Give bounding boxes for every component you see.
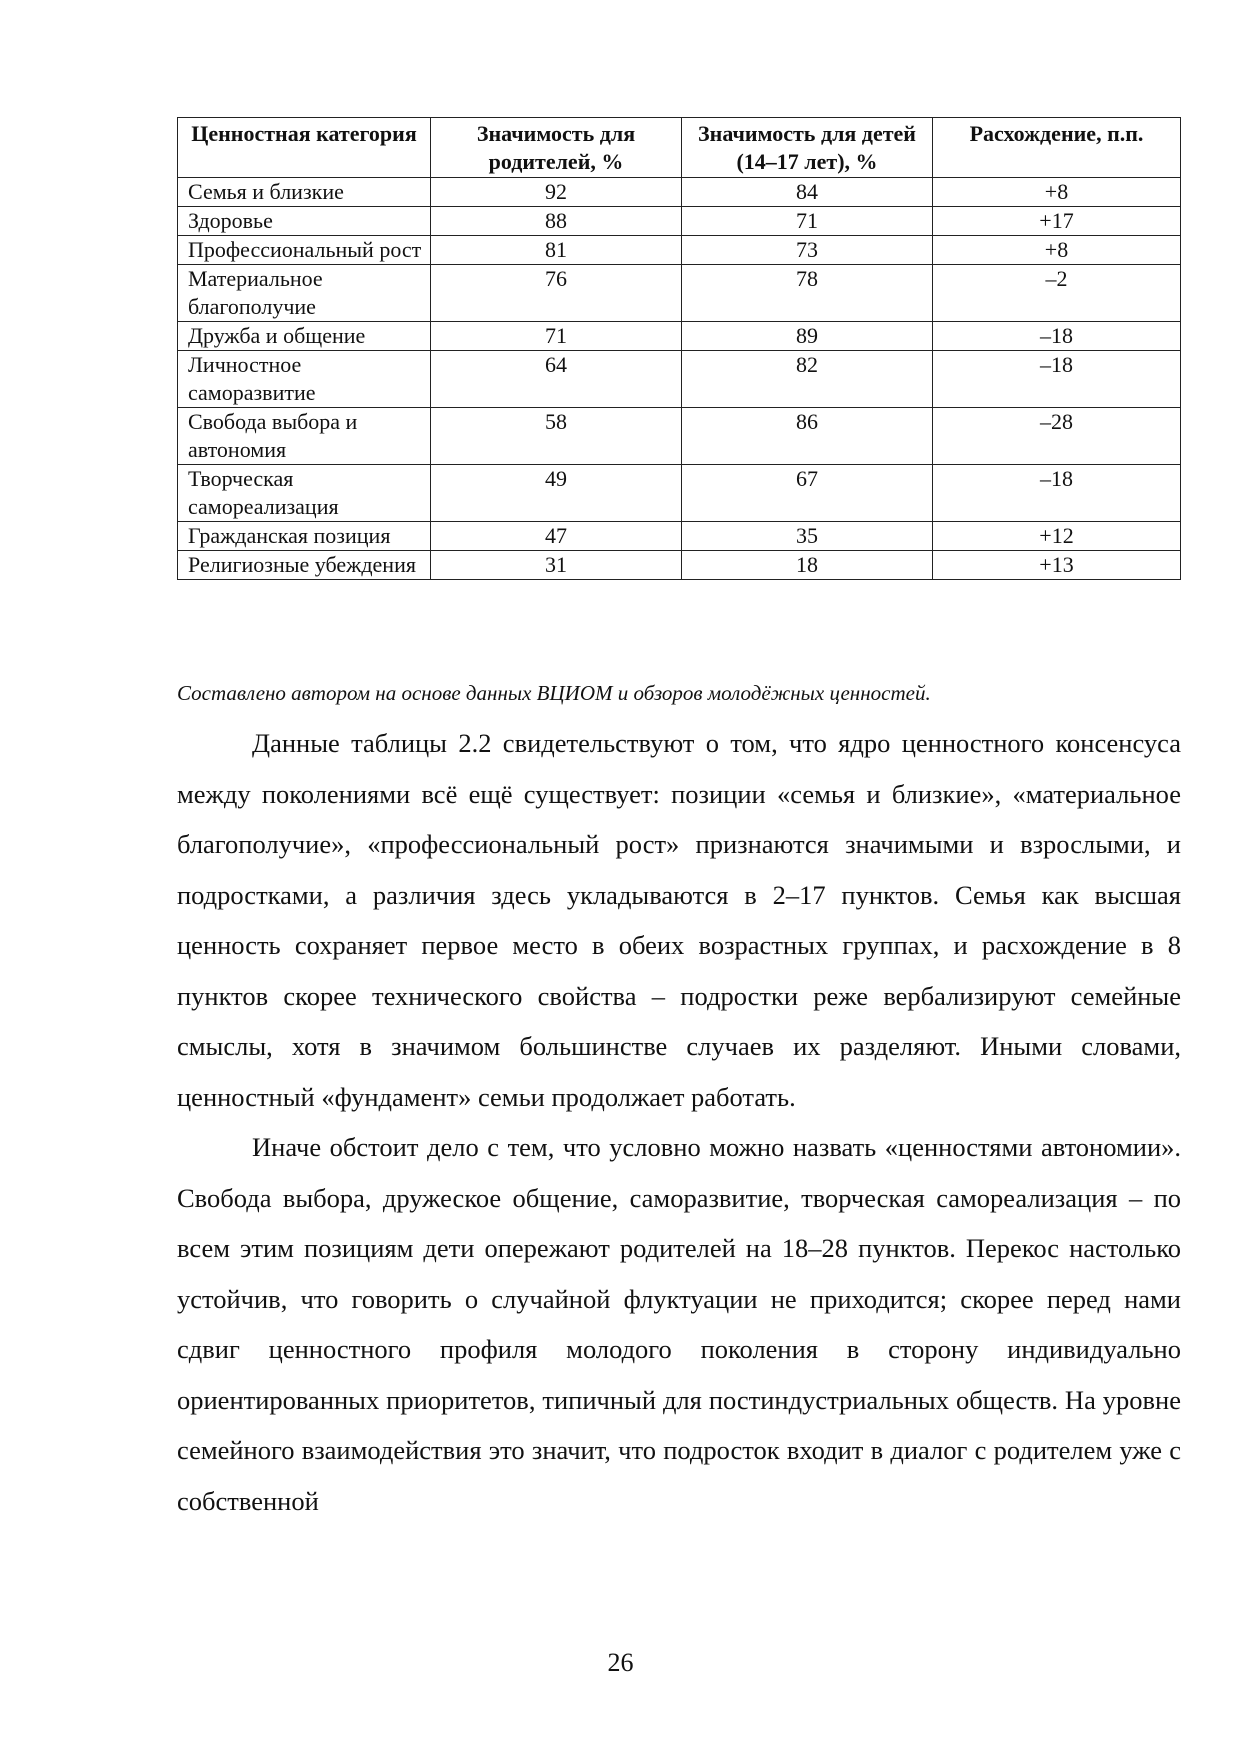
cell-children: 86 bbox=[682, 408, 933, 465]
cell-category: Свобода выбора и автономия bbox=[178, 408, 431, 465]
page-number: 26 bbox=[607, 1648, 634, 1677]
cell-children: 84 bbox=[682, 178, 933, 207]
cell-parents: 88 bbox=[431, 207, 682, 236]
cell-parents: 76 bbox=[431, 265, 682, 322]
header-children: Значимость для детей (14–17 лет), % bbox=[682, 118, 933, 178]
cell-category: Здоровье bbox=[178, 207, 431, 236]
cell-children: 18 bbox=[682, 551, 933, 580]
cell-parents: 47 bbox=[431, 522, 682, 551]
paragraph: Иначе обстоит дело с тем, что условно можно назвать «ценностями автономии». Свобода выбора, дружеское общение, саморазвитие, творческая самореализация – по всем этим позициям дети опережают родителей на 18–28 пунктов. Перекос настолько устойчив, что говорить о случайной флуктуации не приходится; скорее перед нами сдвиг ценностного профиля молодого поколения в сторону индивидуально ориентированных приоритетов, типичный для постиндустриальных обществ. На уровне семейного взаимодействия это значит, что подросток входит в диалог с родителем уже с собственной bbox=[177, 1132, 1181, 1516]
cell-category: Религиозные убеждения bbox=[178, 551, 431, 580]
header-parents: Значимость для родителей, % bbox=[431, 118, 682, 178]
cell-children: 35 bbox=[682, 522, 933, 551]
cell-category: Личностное саморазвитие bbox=[178, 351, 431, 408]
cell-children: 71 bbox=[682, 207, 933, 236]
table-row bbox=[178, 465, 1181, 522]
cell-difference: –28 bbox=[933, 408, 1181, 465]
table-row bbox=[178, 265, 1181, 322]
table-row bbox=[178, 236, 1181, 265]
cell-difference: +8 bbox=[933, 178, 1181, 207]
cell-parents: 64 bbox=[431, 351, 682, 408]
cell-children: 89 bbox=[682, 322, 933, 351]
cell-children: 73 bbox=[682, 236, 933, 265]
header-category: Ценностная категория bbox=[178, 118, 431, 178]
body-text bbox=[177, 718, 1181, 1526]
cell-category: Семья и близкие bbox=[178, 178, 431, 207]
table-row bbox=[178, 551, 1181, 580]
cell-parents: 71 bbox=[431, 322, 682, 351]
cell-difference: +8 bbox=[933, 236, 1181, 265]
table-row bbox=[178, 322, 1181, 351]
cell-difference: –18 bbox=[933, 351, 1181, 408]
cell-category: Дружба и общение bbox=[178, 322, 431, 351]
cell-category: Гражданская позиция bbox=[178, 522, 431, 551]
cell-children: 67 bbox=[682, 465, 933, 522]
cell-difference: –2 bbox=[933, 265, 1181, 322]
cell-category: Творческая самореализация bbox=[178, 465, 431, 522]
cell-parents: 81 bbox=[431, 236, 682, 265]
cell-children: 78 bbox=[682, 265, 933, 322]
cell-category: Материальное благополучие bbox=[178, 265, 431, 322]
cell-parents: 58 bbox=[431, 408, 682, 465]
table-row bbox=[178, 351, 1181, 408]
table-row bbox=[178, 207, 1181, 236]
cell-parents: 92 bbox=[431, 178, 682, 207]
cell-difference: –18 bbox=[933, 322, 1181, 351]
cell-difference: –18 bbox=[933, 465, 1181, 522]
cell-children: 82 bbox=[682, 351, 933, 408]
cell-difference: +12 bbox=[933, 522, 1181, 551]
header-difference: Расхождение, п.п. bbox=[933, 118, 1181, 178]
table-source-note: Составлено автором на основе данных ВЦИОМ и обзоров молодёжных ценностей. bbox=[177, 681, 931, 705]
cell-difference: +13 bbox=[933, 551, 1181, 580]
table-row bbox=[178, 178, 1181, 207]
table-row bbox=[178, 522, 1181, 551]
cell-category: Профессиональный рост bbox=[178, 236, 431, 265]
values-table bbox=[177, 117, 1181, 580]
cell-difference: +17 bbox=[933, 207, 1181, 236]
table-header-row bbox=[178, 118, 1181, 178]
table-row bbox=[178, 408, 1181, 465]
cell-parents: 31 bbox=[431, 551, 682, 580]
cell-parents: 49 bbox=[431, 465, 682, 522]
paragraph: Данные таблицы 2.2 свидетельствуют о том, что ядро ценностного консенсуса между поколениями всё ещё существует: позиции «семья и близкие», «материальное благополучие», «профессиональный рост» признаются значимыми и взрослыми, и подростками, а различия здесь укладываются в 2–17 пунктов. Семья как высшая ценность сохраняет первое место в обеих возрастных группах, и расхождение в 8 пунктов скорее технического свойства – подростки реже вербализируют семейные смыслы, хотя в значимом большинстве случаев их разделяют. Иными словами, ценностный «фундамент» семьи продолжает работать. bbox=[177, 728, 1181, 1112]
